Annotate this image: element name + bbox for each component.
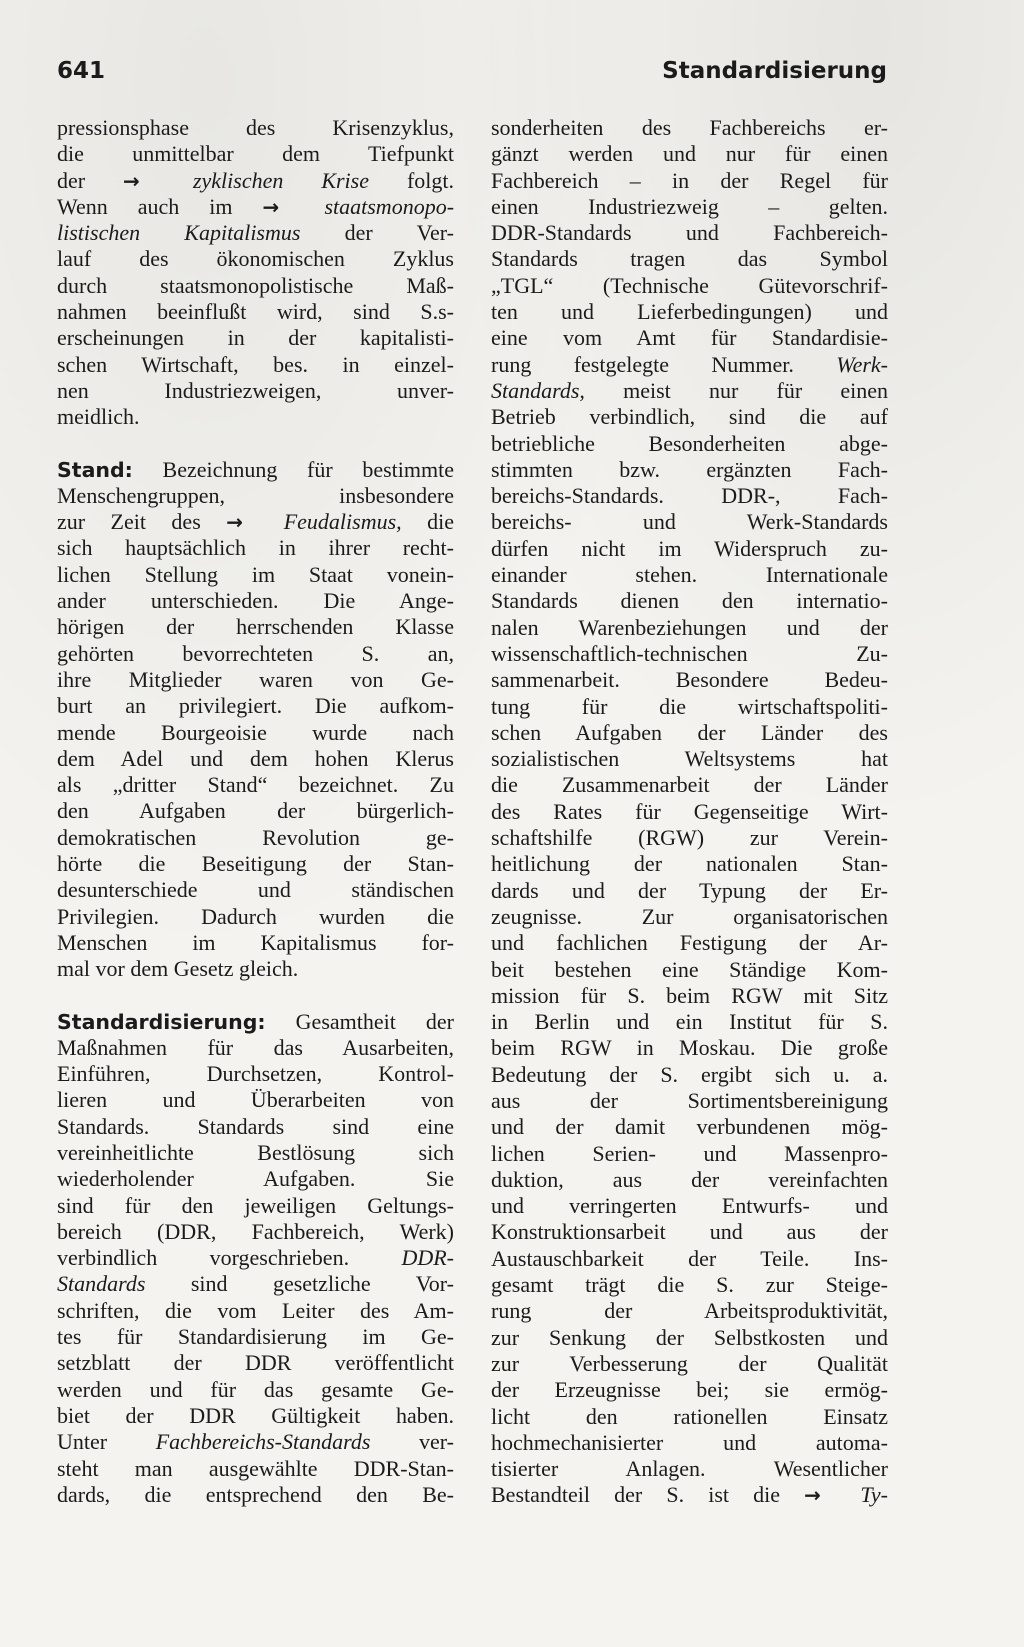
text-line: meidlich. — [57, 404, 140, 430]
cross-reference-arrow-icon: → — [804, 1483, 821, 1508]
text-line: und fachlichen Festigung der Ar- — [491, 930, 888, 956]
text-line: den Aufgaben der bürgerlich- — [57, 798, 454, 824]
text-line: duktion, aus der vereinfachten — [491, 1166, 888, 1192]
text-line: steht man ausgewählte DDR-Stan- — [57, 1455, 454, 1481]
text-line: lichen Stellung im Staat vonein- — [57, 561, 454, 587]
text-line: wissenschaftlich-technischen Zu- — [491, 640, 888, 666]
text-line: Standards sind gesetzliche Vor- — [57, 1271, 454, 1297]
text-line: nahmen beeinflußt wird, sind S.s- — [57, 299, 454, 325]
text-line: mende Bourgeoisie wurde nach — [57, 719, 454, 745]
text-line: tes für Standardisierung im Ge- — [57, 1324, 454, 1350]
text-line: wiederholender Aufgaben. Sie — [57, 1166, 454, 1192]
text-line: Standards, meist nur für einen — [491, 377, 888, 403]
text-line: hochmechanisierter und automa- — [491, 1429, 888, 1455]
text-line: schriften, die vom Leiter des Am- — [57, 1297, 454, 1323]
text-line: dürfen nicht im Widerspruch zu- — [491, 535, 888, 561]
text-line: beit bestehen eine Ständige Kom- — [491, 956, 888, 982]
text-line: Maßnahmen für das Ausarbeiten, — [57, 1034, 454, 1060]
text-line: aus der Sortimentsbereinigung — [491, 1087, 888, 1113]
text-line: hörigen der herrschenden Klasse — [57, 614, 454, 640]
text-line: sozialistischen Weltsystems hat — [491, 746, 888, 772]
text-line: als „dritter Stand“ bezeichnet. Zu — [57, 772, 454, 798]
right-column — [491, 115, 888, 1509]
text-line: Standards tragen das Symbol — [491, 246, 888, 272]
text-line: dards und der Typung der Er- — [491, 877, 888, 903]
text-line: dem Adel und dem hohen Klerus — [57, 745, 454, 771]
cross-reference-link[interactable]: staatsmonopo- — [324, 193, 454, 219]
cross-reference-link[interactable]: Feudalismus, — [283, 509, 402, 535]
cross-reference-arrow-icon: → — [123, 168, 140, 193]
text-line: der → zyklischen Krise folgt. — [57, 167, 454, 193]
entry-standardisierung: Standardisierung: Gesamtheit der — [57, 1008, 454, 1034]
text-line: Unter Fachbereichs-Standards ver- — [57, 1429, 454, 1455]
text-line: rung der Arbeitsproduktivität, — [491, 1298, 888, 1324]
text-line: und der damit verbundenen mög- — [491, 1114, 888, 1140]
text-line: sonderheiten des Fachbereichs er- — [491, 115, 888, 140]
text-line: Einführen, Durchsetzen, Kontrol- — [57, 1061, 454, 1087]
entry-stand: Stand: Bezeichnung für bestimmte — [57, 456, 454, 482]
text-line: lieren und Überarbeiten von — [57, 1087, 454, 1113]
text-line: hörte die Beseitigung der Stan- — [57, 851, 454, 877]
text-line: durch staatsmonopolistische Maß- — [57, 272, 454, 298]
text-line: einen Industriezweig – gelten. — [491, 193, 888, 219]
text-line: nen Industriezweigen, unver- — [57, 377, 454, 403]
text-line: stimmten bzw. ergänzten Fach- — [491, 456, 888, 482]
text-line: zeugnisse. Zur organisatorischen — [491, 903, 888, 929]
text-line: einander stehen. Internationale — [491, 562, 888, 588]
text-line: des Rates für Gegenseitige Wirt- — [491, 798, 888, 824]
text-line: lauf des ökonomischen Zyklus — [57, 246, 454, 272]
text-line: die unmittelbar dem Tiefpunkt — [57, 141, 454, 167]
text-line: ihre Mitglieder waren von Ge- — [57, 666, 454, 692]
cross-reference-arrow-icon: → — [262, 194, 280, 219]
cross-reference-link[interactable]: listischen Kapitalismus — [57, 220, 301, 246]
text-line: Betrieb verbindlich, sind die auf — [491, 404, 888, 430]
text-line: setzblatt der DDR veröffentlicht — [57, 1350, 454, 1376]
text-line: Bedeutung der S. ergibt sich u. a. — [491, 1061, 888, 1087]
text-line: betriebliche Besonderheiten abge- — [491, 430, 888, 456]
text-line: sind für den jeweiligen Geltungs- — [57, 1192, 454, 1218]
text-line: Austauschbarkeit der Teile. Ins- — [491, 1245, 888, 1271]
text-line: der Erzeugnisse bei; sie ermög- — [491, 1377, 888, 1403]
text-line: Standards dienen den internatio- — [491, 588, 888, 614]
text-line: desunterschiede und ständischen — [57, 877, 454, 903]
text-line: licht den rationellen Einsatz — [491, 1403, 888, 1429]
text-line: rung festgelegte Nummer. Werk- — [491, 351, 888, 377]
text-line: beim RGW in Moskau. Die große — [491, 1035, 888, 1061]
text-line: lichen Serien- und Massenpro- — [491, 1140, 888, 1166]
text-line: gehörten bevorrechteten S. an, — [57, 640, 454, 666]
text-line: mal vor dem Gesetz gleich. — [57, 956, 299, 982]
text-line: bereichs- und Werk-Standards — [491, 509, 888, 535]
text-line: zur Verbesserung der Qualität — [491, 1350, 888, 1376]
text-line: schaftshilfe (RGW) zur Verein- — [491, 825, 888, 851]
text-line: erscheinungen in der kapitalisti- — [57, 325, 454, 351]
text-line: zur Senkung der Selbstkosten und — [491, 1324, 888, 1350]
text-line: eine vom Amt für Standardisie- — [491, 325, 888, 351]
text-line: schen Aufgaben der Länder des — [491, 719, 888, 745]
cross-reference-arrow-icon: → — [226, 510, 243, 535]
text-line: und verringerten Entwurfs- und — [491, 1193, 888, 1219]
text-line: mission für S. beim RGW mit Sitz — [491, 982, 888, 1008]
text-line: tisierter Anlagen. Wesentlicher — [491, 1456, 888, 1482]
text-line: bereich (DDR, Fachbereich, Werk) — [57, 1218, 454, 1244]
text-line: dards, die entsprechend den Be- — [57, 1481, 454, 1507]
text-line: Fachbereich – in der Regel für — [491, 167, 888, 193]
text-line: verbindlich vorgeschrieben. DDR- — [57, 1245, 454, 1271]
text-line: Standards. Standards sind eine — [57, 1113, 454, 1139]
page-number: 641 — [57, 58, 106, 84]
text-line: tung für die wirtschaftspoliti- — [491, 693, 888, 719]
text-line: Wenn auch im → staatsmonopo- — [57, 193, 454, 219]
text-line: bereichs-Standards. DDR-, Fach- — [491, 483, 888, 509]
text-line: werden und für das gesamte Ge- — [57, 1376, 454, 1402]
text-line: Privilegien. Dadurch wurden die — [57, 903, 454, 929]
text-line: zur Zeit des → Feudalismus, die — [57, 509, 454, 535]
left-column — [57, 115, 454, 1508]
text-line: Bestandteil der S. ist die → Ty- — [491, 1482, 888, 1508]
text-line: ten und Lieferbedingungen) und — [491, 299, 888, 325]
cross-reference-link[interactable]: Ty- — [860, 1482, 888, 1508]
text-line: pressionsphase des Krisenzyklus, — [57, 115, 454, 140]
text-line: sich hauptsächlich in ihrer recht- — [57, 535, 454, 561]
cross-reference-link[interactable]: zyklischen Krise — [192, 167, 369, 193]
text-line: schen Wirtschaft, bes. in einzel- — [57, 351, 454, 377]
text-line: in Berlin und ein Institut für S. — [491, 1009, 888, 1035]
text-line: sammenarbeit. Besondere Bedeu- — [491, 667, 888, 693]
text-line: vereinheitlichte Bestlösung sich — [57, 1139, 454, 1165]
text-line: demokratischen Revolution ge- — [57, 824, 454, 850]
text-line: gesamt trägt die S. zur Steige- — [491, 1272, 888, 1298]
text-line: Konstruktionsarbeit und aus der — [491, 1219, 888, 1245]
text-line: listischen Kapitalismus der Ver- — [57, 220, 454, 246]
entry-term: Standardisierung: — [57, 1009, 266, 1034]
text-line: heitlichung der nationalen Stan- — [491, 851, 888, 877]
text-line: nalen Warenbeziehungen und der — [491, 614, 888, 640]
text-line: „TGL“ (Technische Gütevorschrif- — [491, 272, 888, 298]
text-line: burt an privilegiert. Die aufkom- — [57, 693, 454, 719]
text-line: ander unterschieden. Die Ange- — [57, 588, 454, 614]
text-line: Menschen im Kapitalismus for- — [57, 929, 454, 955]
text-line: Menschengruppen, insbesondere — [57, 482, 454, 508]
text-line: DDR-Standards und Fachbereich- — [491, 220, 888, 246]
page-header — [57, 58, 887, 94]
running-head: Standardisierung — [662, 58, 887, 84]
text-line: gänzt werden und nur für einen — [491, 141, 888, 167]
text-line: die Zusammenarbeit der Länder — [491, 772, 888, 798]
text-line: biet der DDR Gültigkeit haben. — [57, 1402, 454, 1428]
entry-term: Stand: — [57, 457, 133, 482]
